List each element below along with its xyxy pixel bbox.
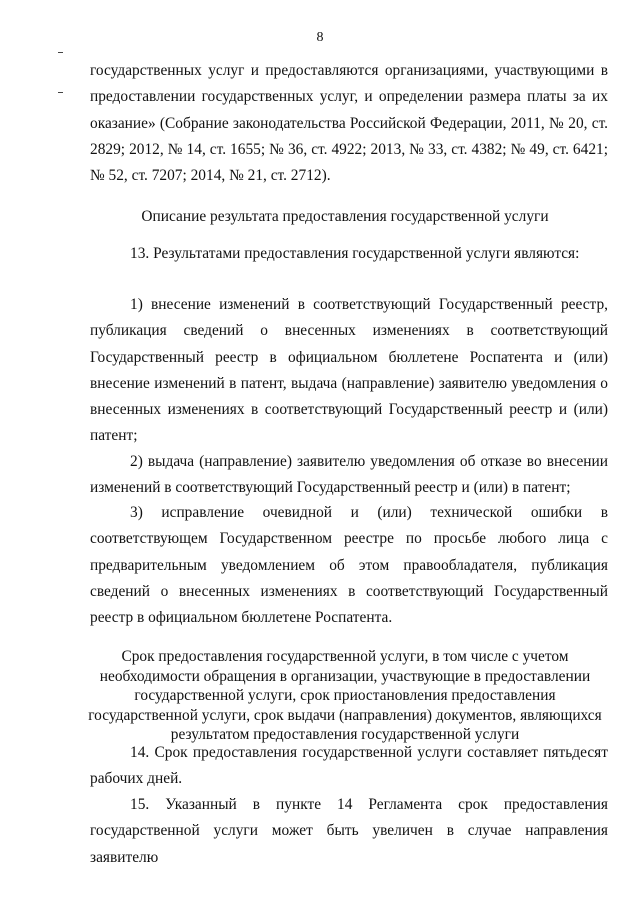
list-item-3: 3) исправление очевидной и (или) технической ошибки в соответствующем Государственном реестре по просьбе любого лица с предварительным уведомлением об этом правообладателя, публикация сведений о внесенных изменениях в соответствующий Государственный реестр в официальном бюллетене Роспатента. <box>90 504 608 627</box>
margin-mark <box>58 52 63 53</box>
page-number: 8 <box>316 30 324 45</box>
list-item-2: 2) выдача (направление) заявителю уведомления об отказе во внесении изменений в соответствующий Государственный реестр и (или) в патент; <box>90 453 608 497</box>
intro-paragraph: государственных услуг и предоставляются организациями, участвующими в предоставлении государственных услуг, и определении размера платы за их оказание» (Собрание законодательства Российской Федерации, 2011, № 20, ст. 2829; 2012, № 14, ст. 1655; № 36, ст. 4922; 2013, № 33, ст. 4382; № 49, ст. 6421; № 52, ст. 7207; 2014, № 21, ст. 2712). <box>90 62 608 185</box>
list-item-1: 1) внесение изменений в соответствующий Государственный реестр, публикация сведений о внесенных изменениях в соответствующий Государственный реестр в официальном бюллетене Роспатента и (или) внесение изменений в патент, выдача (направление) заявителю уведомления о внесенных изменениях в соответствующий Государственный реестр и (или) патент; <box>90 296 608 445</box>
paragraph-15: 15. Указанный в пункте 14 Регламента срок предоставления государственной услуги может быть увеличен в случае направления заявителю <box>90 796 608 866</box>
paragraph-14: 14. Срок предоставления государственной услуги составляет пятьдесят рабочих дней. <box>90 744 608 788</box>
section-heading-result: Описание результата предоставления государственной услуги <box>141 208 549 225</box>
paragraph-13: 13. Результатами предоставления государственной услуги являются: <box>130 245 580 262</box>
section-heading-term: Срок предоставления государственной услуги, в том числе с учетом необходимости обращения в организации, участвующие в предоставлении государственной услуги, срок приостановления предоставления государственной услуги, срок выдачи (направления) документов, являющихся результатом предоставления государственной услуги <box>88 648 602 743</box>
margin-mark <box>58 92 63 93</box>
